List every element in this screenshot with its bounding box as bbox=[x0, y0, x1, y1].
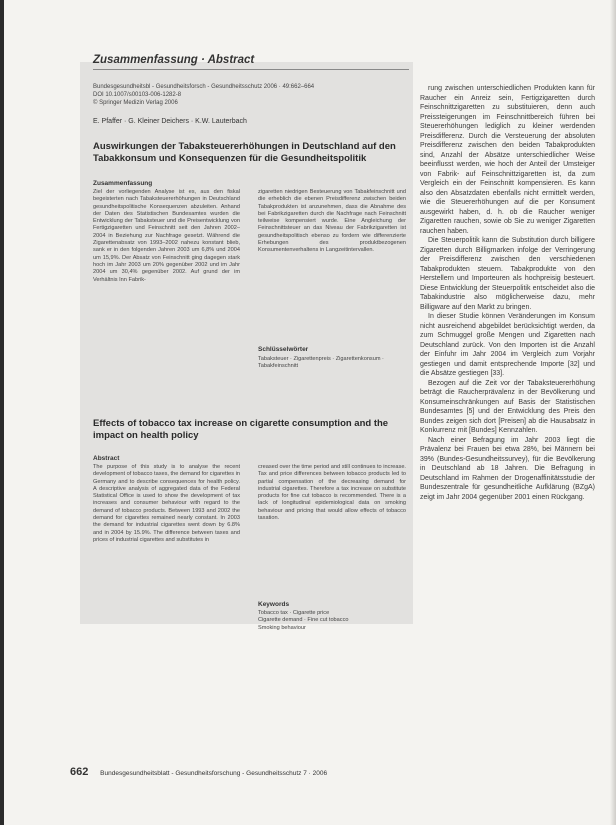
article-meta bbox=[93, 83, 314, 107]
section-header: Zusammenfassung · Abstract bbox=[93, 54, 255, 66]
scan-shadow bbox=[610, 0, 616, 825]
journal-name: Bundesgesundheitsblatt - Gesundheitsforschung - Gesundheitsschutz 7 · 2006 bbox=[100, 770, 328, 777]
authors: E. Pfaffer · G. Kleiner Deichers · K.W. Lauterbach bbox=[93, 118, 247, 125]
body-paragraph: Bezogen auf die Zeit vor der Tabaksteuererhöhung beträgt die Raucherprävalenz in der Bevölkerung und Konsumeinschränkungen auf Basis der Statistischen Bundesamtes [5] und der Entwicklung des Preis den Bundes zeigen sich dort [Preisen] ab die Hausabsatz in Konkurrenz mit [Bundes] Kennzahlen. bbox=[420, 379, 595, 434]
title-english: Effects of tobacco tax increase on cigarette consumption and the impact on health policy bbox=[93, 418, 389, 441]
meta-line-2: DOI 10.1007/s00103-006-1282-8 bbox=[93, 92, 182, 98]
page-footer bbox=[70, 766, 327, 778]
abstract-col-1: The purpose of this study is to analyse the recent development of tobacco taxes, the demand for cigarettes in Germany and to describe consequences for health policy. A descriptive analysis of aggregated data of the Federal Statistical Office is used to show the development of tax increases and consumer behaviour with regard to the demand of tobacco products. Between 1993 and 2002 the demand for cigarettes remained nearly constant. In 2003 the demand for industrial cigarettes went down by 6.8% and in 2004 by 15.9%. The difference between taxes and prices of industrial cigarettes and substitutes in bbox=[93, 464, 240, 543]
body-text-column bbox=[420, 84, 595, 754]
title-german: Auswirkungen der Tabaksteuererhöhungen in Deutschland auf den Tabakkonsum und Konsequenzen für die Gesundheitspolitik bbox=[93, 141, 396, 164]
body-paragraph: rung zwischen unterschiedlichen Produkten kann für Raucher ein Anreiz sein, Fertigzigaretten durch Feinschnittzigaretten zu substituieren, denn auch Preissteigerungen im Feinschnittbereich führen bei Steuererhöhungen lediglich zu kleiner werdenden Preisdifferenz. Durch die Versteuerung der absoluten Preisdifferenz zwischen den beiden Tabakprodukten sind, Anzahl der Absätze unterschiedlicher Weise beeinflusst werden, wie hoch der Anteil der Umsteiger von Fabrik- auf Feinschnittzigaretten ist, da zum Vergleich ein der Feinschnitt kompensieren. Es kann also den Absatzdaten ebenfalls nicht ermittelt werden, wie die Steuererhöhungen auf die per Konsument ausgewirkt haben, d. h. ob die Raucher weniger Zigaretten rauchen, sowie ob Sie zu weniger Zigaretten rauchen haben. bbox=[420, 85, 595, 235]
zusammenfassung-col-2: zigaretten niedrigen Besteuerung von Tabakfeinschnitt und die erheblich die ebenen Preisdifferenz zwischen beiden Tabakprodukten ist anzunehmen, dass die Abnahme des bei Fabrikzigaretten durch die Nachfrage nach Feinschnitt teilweise kompensiert wurde. Eine Angleichung der Feinschnittsteuer an das Niveau der Fabrikzigaretten ist gesundheitspolitisch ebenso zu fordern wie differenzierte Erhebungen des produktbezogenen Konsumentenverhaltens in Langzeitintervallen. bbox=[258, 189, 406, 254]
scan-edge bbox=[0, 0, 4, 825]
meta-line-1: Bundesgesundheitsbl - Gesundheitsforsch - Gesundheitsschutz 2006 · 49:662–664 bbox=[93, 84, 315, 90]
page-number: 662 bbox=[70, 766, 89, 778]
zusammenfassung-heading: Zusammenfassung bbox=[93, 180, 153, 187]
schluesselwoerter: Tabaksteuer · Zigarettenpreis · Zigarettenkonsum · Tabakfeinschnitt bbox=[258, 356, 384, 370]
keywords-heading: Keywords bbox=[258, 601, 290, 608]
abstract-col-2: creased over the time period and still continues to increase. Tax and price differences between tobacco products led to partial compensation of the decreasing demand for industrial cigarettes. Therefore a tax increase on substitute products for fine cut tobacco is recommended. There is a lack of longitudinal epidemiological data on smoking behaviour and pricing that would allow effects of tobacco taxation. bbox=[258, 464, 406, 522]
keyword-line: Cigarette demand · Fine cut tobacco bbox=[258, 617, 349, 624]
schluesselwoerter-heading: Schlüsselwörter bbox=[258, 346, 309, 353]
header-rule bbox=[93, 69, 409, 70]
keywords bbox=[258, 610, 406, 632]
keyword-line: Smoking behaviour bbox=[258, 624, 306, 631]
abstract-heading: Abstract bbox=[93, 455, 120, 462]
body-paragraph: In dieser Studie können Veränderungen im Konsum nicht ausreichend abgebildet berücksichtigt werden, da zum Schmuggel große Mengen und Zigaretten nach Deutschland zurück. Von den Importen ist die Anzahl der Einfuhr im Jahr 2004 im Vergleich zum Vorjahr gestiegen und damit entsprechende Importe [32] und die Absätze gestiegen [33]. bbox=[420, 313, 595, 377]
meta-line-3: © Springer Medizin Verlag 2006 bbox=[93, 100, 178, 106]
zusammenfassung-col-1: Ziel der vorliegenden Analyse ist es, aus den fiskal begeisterten nach Tabaksteuererhöhungen in Deutschland gesundheitspolitische Konsequenzen abzuleiten. Anhand der Daten des Statistischen Bundesamtes wurden die Entwicklung der Tabaksteuer und die Preisentwicklung von Fertigzigaretten und Feinschnitt seit den Jahren 2002–2004 in Beziehung zur Nachfrage gesetzt. Während die Zigarettenabsatz von 1993–2002 nahezu konstant blieb, sank er in den folgenden Jahren 2003 um 6,8% und 2004 um 15,9%. Der Absatz von Feinschnitt ging dagegen stark hoch im Jahr 2003 um 20% gegenüber 2002 und im Jahr 2004 um 30,4% gegenüber 2002. Auf grund der im Verhältnis Inn Fabrik- bbox=[93, 189, 240, 283]
body-paragraph: Nach einer Befragung im Jahr 2003 liegt die Prävalenz bei Frauen bei etwa 28%, bei Männern bei 39% (Bundes-Gesundheitssurvey), für die Bevölkerung in Deutschland ab 18 Jahren. Die Befragung in Deutschland im Rahmen der Drogenaffinitätsstudie der Bundeszentrale für gesundheitliche Aufklärung (BZgA) zeigt im Jahr 2004 gegenüber 2001 einen Rückgang. bbox=[420, 436, 595, 501]
body-paragraph: Die Steuerpolitik kann die Substitution durch billigere Zigaretten durch Billigmarken infolge der Verringerung der Preisdifferenz zwischen den verschiedenen Tabakprodukten steuern. Tabakprodukte von den Herstellern und Importeuren als hochpreisig besteuert. Diese Entwicklung der Steuerpolitik entscheidet also die Tabakindustrie also möglicherweise dazu, mehr Billigware auf den Markt zu bringen. bbox=[420, 237, 595, 311]
keyword-line: Tobacco tax · Cigarette price bbox=[258, 610, 330, 616]
